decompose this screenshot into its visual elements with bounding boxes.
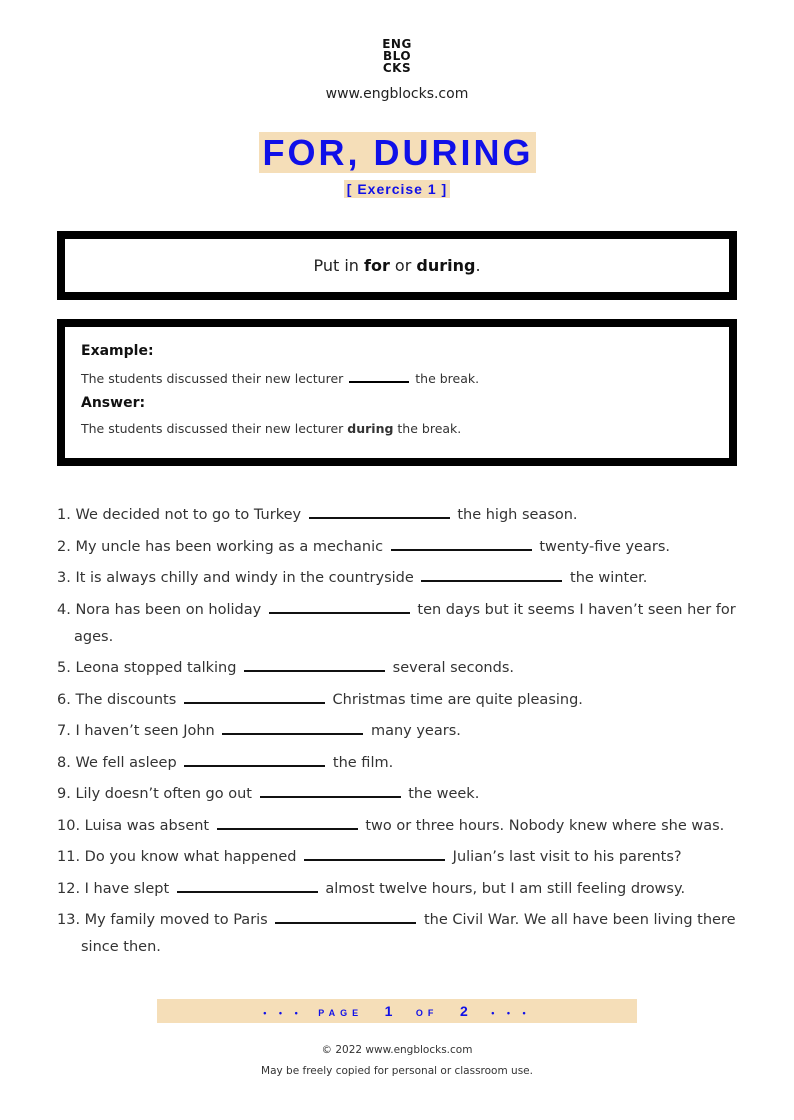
exercise-item: 11. Do you know what happened Julian’s last visit to his parents?: [57, 844, 737, 871]
exercise-subtitle: [ Exercise 1 ]: [344, 180, 450, 198]
answer-blank[interactable]: [309, 503, 450, 519]
pager-of-word: OF: [415, 1008, 439, 1018]
engblocks-logo: [0, 38, 794, 74]
example-box: [57, 319, 737, 466]
exercise-item: 4. Nora has been on holiday ten days but it seems I haven’t seen her for ages.: [57, 597, 737, 651]
answer-sentence: The students discussed their new lecturer during the break.: [81, 421, 462, 436]
exercise-item: 6. The discounts Christmas time are quite pleasing.: [57, 687, 737, 714]
example-label: Example:: [81, 343, 154, 359]
logo-line: ENG: [382, 37, 412, 51]
footer-copyright: © 2022 www.engblocks.com: [321, 1044, 473, 1056]
answer-blank[interactable]: [275, 908, 416, 924]
instruction-word-for: for: [364, 256, 390, 275]
answer-blank[interactable]: [184, 751, 325, 767]
footer-license: May be freely copied for personal or classroom use.: [261, 1065, 533, 1077]
page-indicator: [157, 999, 637, 1023]
answer-blank[interactable]: [391, 535, 532, 551]
pager-page-word: PAGE: [318, 1008, 364, 1018]
answer-blank[interactable]: [222, 719, 363, 735]
website-url[interactable]: www.engblocks.com: [325, 86, 469, 102]
answer-blank[interactable]: [269, 598, 410, 614]
answer-blank[interactable]: [421, 566, 562, 582]
exercise-item: 5. Leona stopped talking several seconds.: [57, 655, 737, 682]
pager-dots-left: • • •: [263, 1008, 303, 1018]
exercise-item: 2. My uncle has been working as a mechanic twenty-five years.: [57, 534, 737, 561]
exercise-item: 12. I have slept almost twelve hours, but I am still feeling drowsy.: [57, 876, 737, 903]
instruction-text: Put in for or during.: [313, 256, 481, 275]
exercise-item: 10. Luisa was absent two or three hours. Nobody knew where she was.: [57, 813, 737, 840]
exercise-list: [57, 502, 737, 966]
answer-blank[interactable]: [177, 877, 318, 893]
pager-current: 1: [384, 1003, 395, 1019]
example-sentence: The students discussed their new lecturer the break.: [81, 371, 480, 386]
logo-line: BLO: [382, 49, 412, 63]
answer-blank[interactable]: [184, 688, 325, 704]
exercise-item: 7. I haven’t seen John many years.: [57, 718, 737, 745]
answer-label: Answer:: [81, 395, 146, 411]
answer-blank[interactable]: [244, 656, 385, 672]
logo-line: CKS: [382, 61, 412, 75]
exercise-item: 9. Lily doesn’t often go out the week.: [57, 781, 737, 808]
answer-blank[interactable]: [217, 814, 358, 830]
page-title: FOR, DURING: [259, 132, 536, 173]
pager-dots-right: • • •: [491, 1008, 531, 1018]
exercise-item: 13. My family moved to Paris the Civil War. We all have been living there since then.: [57, 907, 737, 961]
example-blank: [349, 369, 409, 383]
exercise-item: 3. It is always chilly and windy in the countryside the winter.: [57, 565, 737, 592]
exercise-item: 8. We fell asleep the film.: [57, 750, 737, 777]
instruction-box: [57, 231, 737, 300]
answer-blank[interactable]: [304, 845, 445, 861]
exercise-item: 1. We decided not to go to Turkey the high season.: [57, 502, 737, 529]
instruction-word-during: during: [416, 256, 476, 275]
answer-blank[interactable]: [260, 782, 401, 798]
answer-word: during: [347, 421, 394, 436]
pager-total: 2: [459, 1003, 470, 1019]
